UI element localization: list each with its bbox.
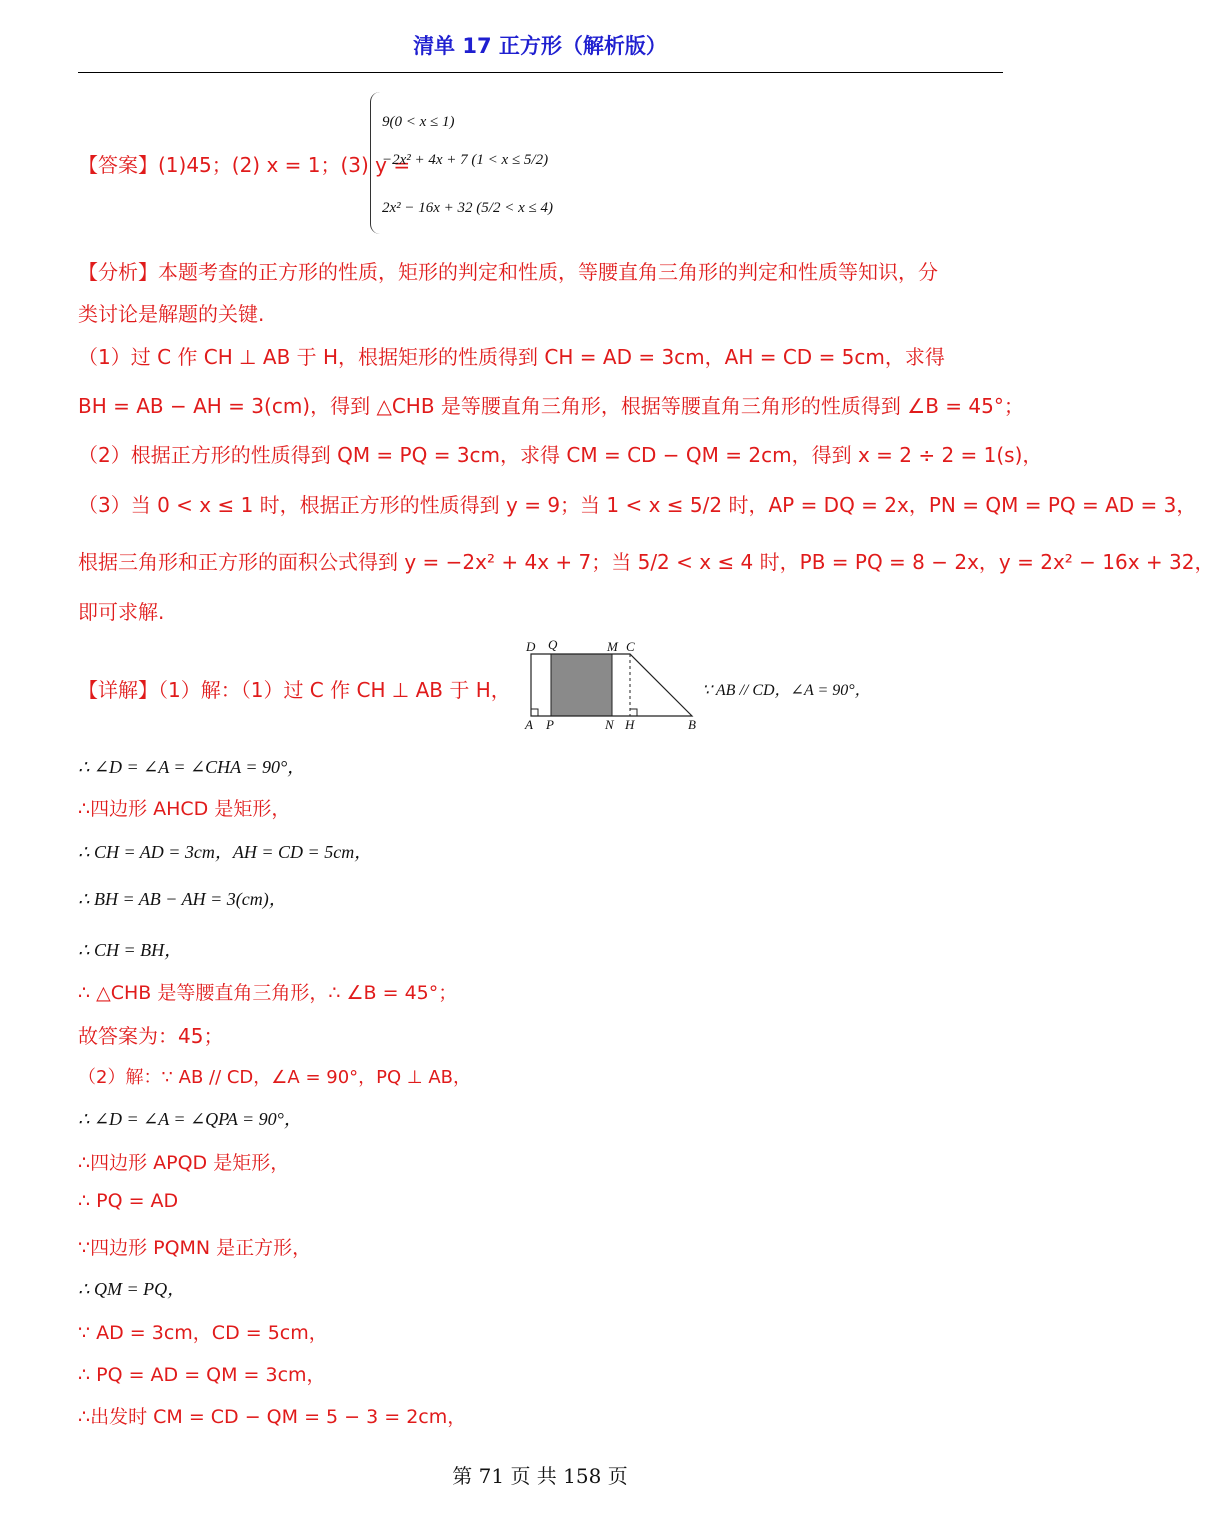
label-c: C [626, 639, 635, 654]
page-header-title: 清单 17 正方形（解析版） [413, 34, 667, 58]
detail-step-13: ∴ QM = PQ， [78, 1279, 186, 1299]
detail-step-2: ∴四边形 AHCD 是矩形， [78, 798, 291, 820]
answer-label: 【答案】(1)45；(2) x = 1；(3) y = [78, 153, 411, 177]
label-b: B [688, 717, 696, 732]
right-angle-mark-h [630, 709, 637, 716]
detail-step-4: ∴ BH = AB − AH = 3(cm)， [78, 889, 287, 909]
header-divider [78, 72, 1003, 73]
analysis-line-5: （2）根据正方形的性质得到 QM = PQ = 3cm，求得 CM = CD − QM = 2cm，得到 x = 2 ÷ 2 = 1(s)， [78, 443, 1043, 467]
analysis-line-7: 根据三角形和正方形的面积公式得到 y = −2x² + 4x + 7；当 5/2 < x ≤ 4 时，PB = PQ = 8 − 2x，y = 2x² − 16x + 32， [78, 550, 1215, 574]
label-n: N [605, 717, 614, 732]
right-angle-mark-a [531, 709, 538, 716]
detail-step-16: ∴出发时 CM = CD − QM = 5 − 3 = 2cm， [78, 1406, 467, 1428]
analysis-line-3: （1）过 C 作 CH ⊥ AB 于 H，根据矩形的性质得到 CH = AD = 3cm，AH = CD = 5cm，求得 [78, 345, 945, 369]
piecewise-case-1: 9(0 < x ≤ 1) [382, 114, 455, 130]
analysis-line-8: 即可求解. [78, 600, 165, 624]
detail-step-10: ∴四边形 APQD 是矩形， [78, 1152, 290, 1174]
label-a: A [525, 717, 533, 732]
label-q: Q [548, 637, 558, 652]
analysis-line-2: 类讨论是解题的关键. [78, 302, 265, 326]
detail-step-11: ∴ PQ = AD [78, 1190, 179, 1212]
analysis-line-1: 【分析】本题考查的正方形的性质，矩形的判定和性质，等腰直角三角形的判定和性质等知识，分 [78, 260, 938, 284]
piecewise-case-2: −2x² + 4x + 7 (1 < x ≤ 5/2) [382, 152, 549, 168]
shaded-square-pqmn [551, 654, 612, 716]
detail-step-15: ∴ PQ = AD = QM = 3cm， [78, 1364, 326, 1386]
detail-step-5: ∴ CH = BH， [78, 940, 183, 960]
detail-step-9: ∴ ∠D = ∠A = ∠QPA = 90°， [78, 1109, 302, 1129]
label-p: P [546, 717, 554, 732]
page-number: 第 71 页 共 158 页 [452, 1464, 628, 1488]
detail-step-8: （2）解：∵ AB // CD，∠A = 90°，PQ ⊥ AB， [78, 1067, 471, 1088]
trapezoid-diagram [520, 636, 705, 732]
detail-step-6: ∴ △CHB 是等腰直角三角形，∴ ∠B = 45°； [78, 982, 458, 1004]
analysis-line-6: （3）当 0 < x ≤ 1 时，根据正方形的性质得到 y = 9；当 1 < x ≤ 5/2 时，AP = DQ = 2x，PN = QM = PQ = AD = 3， [78, 493, 1197, 517]
detail-intro: 【详解】（1）解：（1）过 C 作 CH ⊥ AB 于 H， [78, 678, 511, 702]
detail-step-12: ∵四边形 PQMN 是正方形， [78, 1237, 312, 1259]
detail-step-14: ∵ AD = 3cm，CD = 5cm， [78, 1322, 328, 1344]
label-h: H [625, 717, 635, 732]
detail-step-7: 故答案为：45； [78, 1024, 224, 1048]
analysis-line-4: BH = AB − AH = 3(cm)，得到 △CHB 是等腰直角三角形，根据等腰直角三角形的性质得到 ∠B = 45°； [78, 394, 1024, 418]
label-d: D [526, 639, 536, 654]
piecewise-case-3: 2x² − 16x + 32 (5/2 < x ≤ 4) [382, 200, 553, 216]
label-m: M [607, 639, 618, 654]
piecewise-brace [370, 92, 381, 234]
detail-step-1: ∴ ∠D = ∠A = ∠CHA = 90°， [78, 757, 306, 777]
detail-given: ∵ AB // CD，∠A = 90°， [702, 682, 871, 699]
detail-step-3: ∴ CH = AD = 3cm，AH = CD = 5cm， [78, 842, 373, 862]
